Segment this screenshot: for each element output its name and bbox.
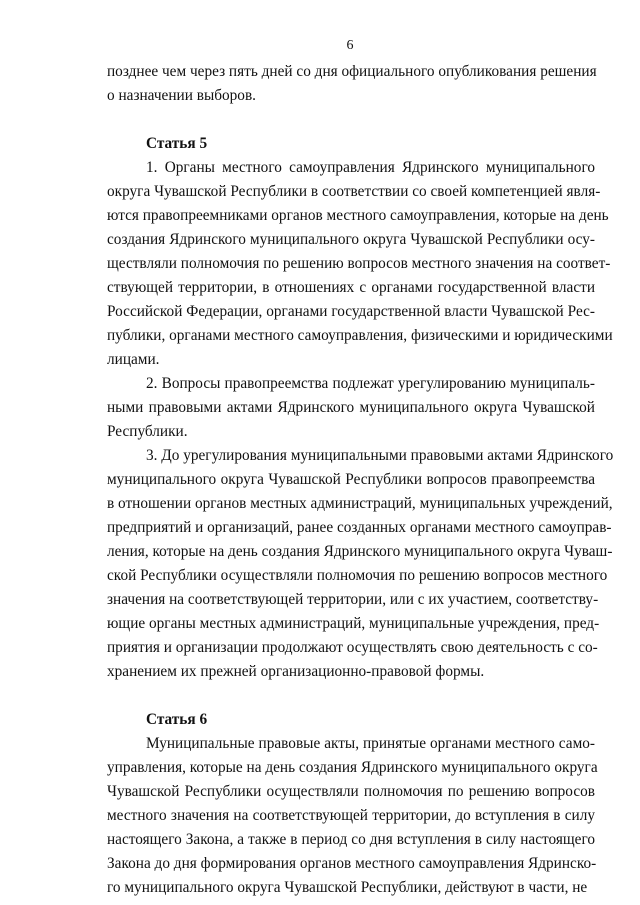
- text-line: ской Республики осуществляли полномочия по решению вопросов местного: [107, 567, 608, 584]
- text-line: значения на соответствующей территории, или с их участием, соответству-: [107, 591, 599, 608]
- text-line: ществляли полномочия по решению вопросов местного значения на соответ-: [107, 255, 611, 272]
- text-line: ными правовыми актами Ядринского муниципального округа Чувашской: [107, 399, 595, 416]
- text-line: Закона до дня формирования органов местного самоуправления Ядринско-: [107, 855, 597, 872]
- text-line: округа Чувашской Республики в соответствии со своей компетенцией явля-: [107, 183, 601, 200]
- document-body: [107, 60, 614, 900]
- paragraph: [107, 732, 598, 900]
- text-line: ления, которые на день создания Ядринского муниципального округа Чуваш-: [107, 543, 613, 560]
- text-line: публики, органами местного самоуправления, физическими и юридическими: [107, 327, 613, 344]
- text-line: Чувашской Республики осуществляли полномочия по решению вопросов: [107, 783, 595, 800]
- text-line: позднее чем через пять дней со дня официального опубликования решения: [107, 63, 597, 80]
- blank-line: [107, 684, 595, 708]
- paragraph: [107, 372, 595, 444]
- text-line: го муниципального округа Чувашской Республики, действуют в части, не: [107, 879, 588, 896]
- text-line: ствующей территории, в отношениях с органами государственной власти: [107, 279, 595, 296]
- text-line: Российской Федерации, органами государственной власти Чувашской Рес-: [107, 303, 595, 320]
- text-line: муниципального округа Чувашской Республики вопросов правопреемства: [107, 471, 595, 488]
- text-line: приятия и организации продолжают осуществлять свою деятельность с со-: [107, 639, 598, 656]
- article-heading: Статья 5: [146, 135, 208, 152]
- text-line: Муниципальные правовые акты, принятые органами местного само-: [146, 735, 595, 752]
- article-heading: Статья 6: [146, 711, 208, 728]
- text-line: 1. Органы местного самоуправления Ядринского муниципального: [146, 159, 595, 176]
- text-line: о назначении выборов.: [107, 87, 256, 104]
- text-line: предприятий и организаций, ранее созданных органами местного самоуправ-: [107, 519, 612, 536]
- blank-line: [107, 108, 595, 132]
- paragraph: [107, 156, 613, 372]
- text-line: настоящего Закона, а также в период со дня вступления в силу настоящего: [107, 831, 595, 848]
- text-line: местного значения на соответствующей территории, до вступления в силу: [107, 807, 595, 824]
- page-number: 6: [346, 38, 354, 53]
- text-line: 2. Вопросы правопреемства подлежат урегулированию муниципаль-: [146, 375, 595, 392]
- text-line: в отношении органов местных администраций, муниципальных учреждений,: [107, 495, 613, 512]
- text-line: ются правопреемниками органов местного самоуправления, которые на день: [107, 207, 609, 224]
- text-line: Республики.: [107, 423, 188, 440]
- text-line: 3. До урегулирования муниципальными правовыми актами Ядринского: [146, 447, 614, 464]
- text-line: ющие органы местных администраций, муниципальные учреждения, пред-: [107, 615, 600, 632]
- paragraph: [107, 60, 595, 108]
- text-line: хранением их прежней организационно-правовой формы.: [107, 663, 485, 680]
- paragraph: [107, 444, 614, 684]
- text-line: управления, которые на день создания Ядринского муниципального округа: [107, 759, 598, 776]
- text-line: лицами.: [107, 351, 160, 368]
- text-line: создания Ядринского муниципального округа Чувашской Республики осу-: [107, 231, 595, 248]
